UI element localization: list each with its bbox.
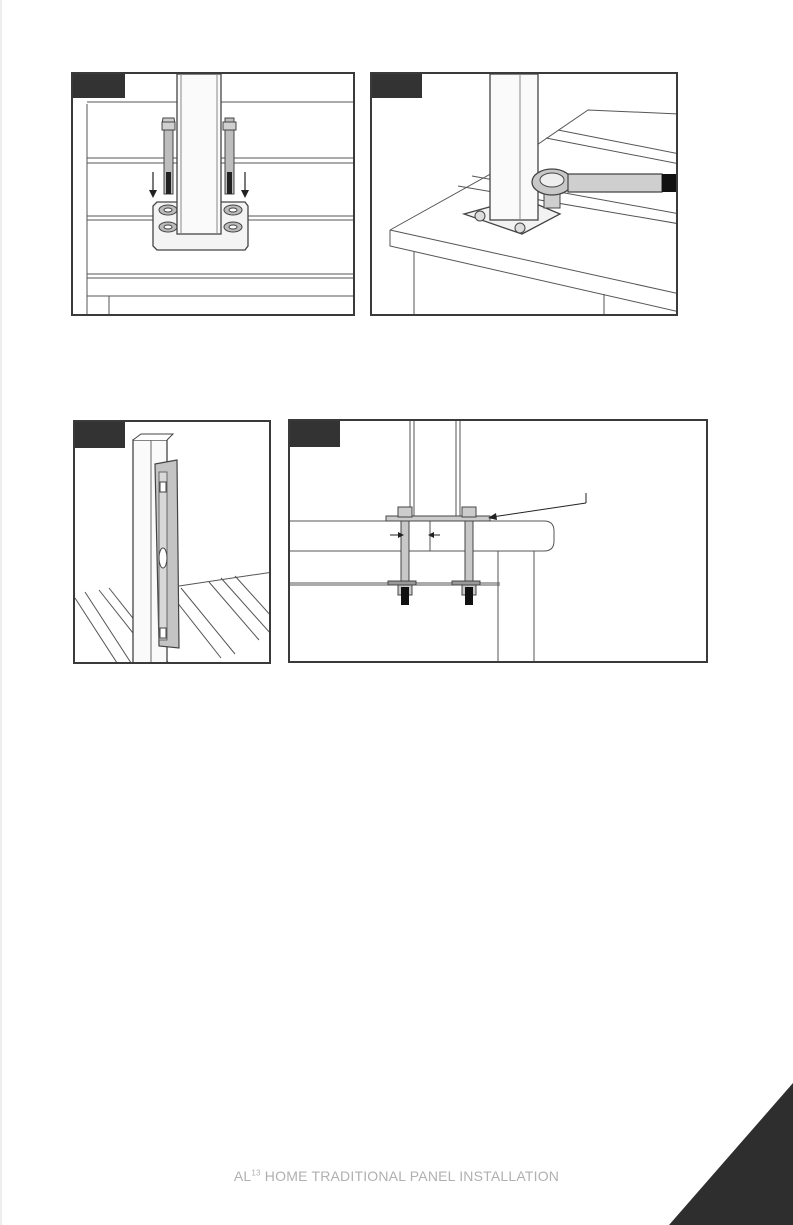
page-left-edge	[0, 0, 2, 1225]
figure-4-section-view	[288, 419, 708, 663]
figure-3-level-check	[73, 420, 271, 664]
footer-suffix: HOME TRADITIONAL PANEL INSTALLATION	[260, 1168, 560, 1184]
figure-2-wrench-tightening	[370, 72, 678, 316]
footer-prefix: AL	[233, 1168, 252, 1184]
figure-4-illustration	[290, 421, 708, 663]
page-corner-triangle	[669, 1083, 793, 1225]
figure-1-illustration	[73, 74, 355, 316]
footer-superscript: 13	[251, 1168, 261, 1178]
figure-1-bolt-insertion	[71, 72, 355, 316]
figure-3-illustration	[75, 422, 271, 664]
figure-2-illustration	[372, 74, 678, 316]
